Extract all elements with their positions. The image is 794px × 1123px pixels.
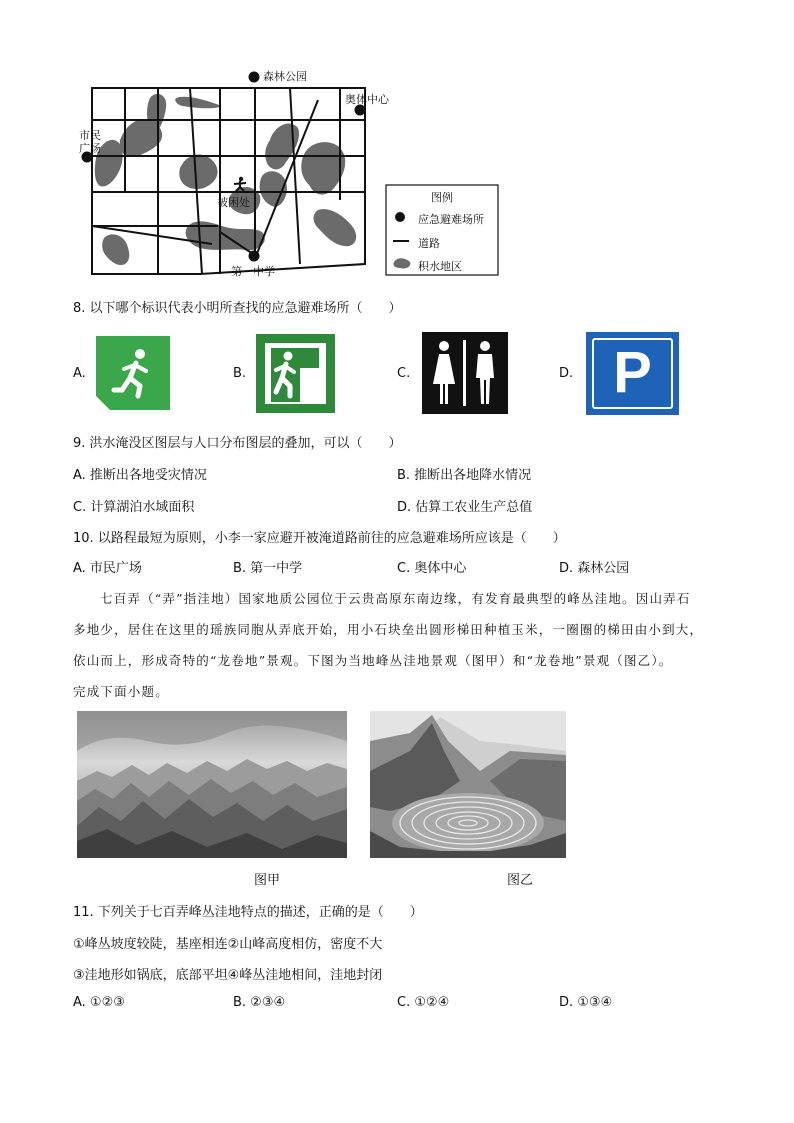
q11-option-d: D. ①③④ xyxy=(559,995,613,1010)
parking-sign-icon xyxy=(586,332,679,415)
legend-shelter-icon xyxy=(395,212,405,222)
forest-park-shelter xyxy=(249,72,260,83)
q9-option-a: A. 推断出各地受灾情况 xyxy=(73,468,207,483)
q8-option-b-letter: B. xyxy=(233,366,247,381)
passage-line-3: 依山而上，形成奇特的“龙卷地”景观。下图为当地峰丛洼地景观（图甲）和“龙卷地”景观（图乙）。 xyxy=(73,653,673,668)
legend-item-shelter: 应急避难场所 xyxy=(418,213,484,226)
q10-option-d: D. 森林公园 xyxy=(559,561,630,576)
passage-line-2: 多地少，居住在这里的瑶族同胞从弄底开始，用小石块垒出圆形梯田种植玉米，一圈圈的梯田由小到大， xyxy=(73,622,704,637)
dragon-roll-terraces-photo xyxy=(370,711,566,858)
first-middle-school-shelter xyxy=(249,251,260,262)
q8-option-c-letter: C. xyxy=(397,366,411,381)
restroom-sign-icon xyxy=(422,332,508,414)
olympic-center-label: 奥体中心 xyxy=(345,93,389,106)
q9-option-d: D. 估算工农业生产总值 xyxy=(397,500,533,515)
question-10: 10. 以路程最短为原则，小李一家应避开被淹道路前往的应急避难场所应该是（ ） xyxy=(73,531,566,546)
figure-jia-caption: 图甲 xyxy=(254,873,281,888)
legend-item-water: 积水地区 xyxy=(418,260,462,273)
q9-option-b: B. 推断出各地降水情况 xyxy=(397,468,532,483)
running-man-exit-sign-icon xyxy=(96,336,170,410)
q10-option-c: C. 奥体中心 xyxy=(397,561,467,576)
first-middle-school-label: 第一中学 xyxy=(231,265,275,278)
passage-line-4: 完成下面小题。 xyxy=(73,684,169,699)
citizen-square-label-line1: 市民 xyxy=(79,129,101,142)
karst-peak-cluster-photo xyxy=(77,711,347,858)
q11-statements-3-4: ③洼地形如锅底，底部平坦④峰丛洼地相间，洼地封闭 xyxy=(73,968,383,983)
question-9: 9. 洪水淹没区图层与人口分布图层的叠加，可以（ ） xyxy=(73,436,402,451)
question-11: 11. 下列关于七百弄峰丛洼地特点的描述，正确的是（ ） xyxy=(73,905,423,920)
legend-title: 图例 xyxy=(431,191,453,204)
q9-option-c: C. 计算湖泊水域面积 xyxy=(73,500,195,515)
q8-option-a-letter: A. xyxy=(73,366,86,381)
q11-option-b: B. ②③④ xyxy=(233,995,286,1010)
q11-option-c: C. ①②④ xyxy=(397,995,450,1010)
question-8: 8. 以下哪个标识代表小明所查找的应急避难场所（ ） xyxy=(73,301,402,316)
q11-option-a: A. ①②③ xyxy=(73,995,125,1010)
q10-option-b: B. 第一中学 xyxy=(233,561,303,576)
trapped-location-label: 被困处 xyxy=(217,196,250,209)
emergency-exit-door-sign-icon xyxy=(256,334,335,413)
parking-glyph: P xyxy=(613,340,652,405)
flood-map xyxy=(70,60,510,285)
q11-statements-1-2: ①峰丛坡度较陡，基座相连②山峰高度相仿，密度不大 xyxy=(73,937,383,952)
citizen-square-label-line2: 广场 xyxy=(79,142,101,155)
q8-option-d-letter: D. xyxy=(559,366,574,381)
forest-park-label: 森林公园 xyxy=(263,70,307,83)
passage-line-1: 七百弄（“弄”指洼地）国家地质公园位于云贵高原东南边缘，有发育最典型的峰丛洼地。因山弄石 xyxy=(100,591,691,606)
q10-option-a: A. 市民广场 xyxy=(73,561,142,576)
figure-yi-caption: 图乙 xyxy=(507,873,534,888)
legend-item-road: 道路 xyxy=(418,237,440,250)
